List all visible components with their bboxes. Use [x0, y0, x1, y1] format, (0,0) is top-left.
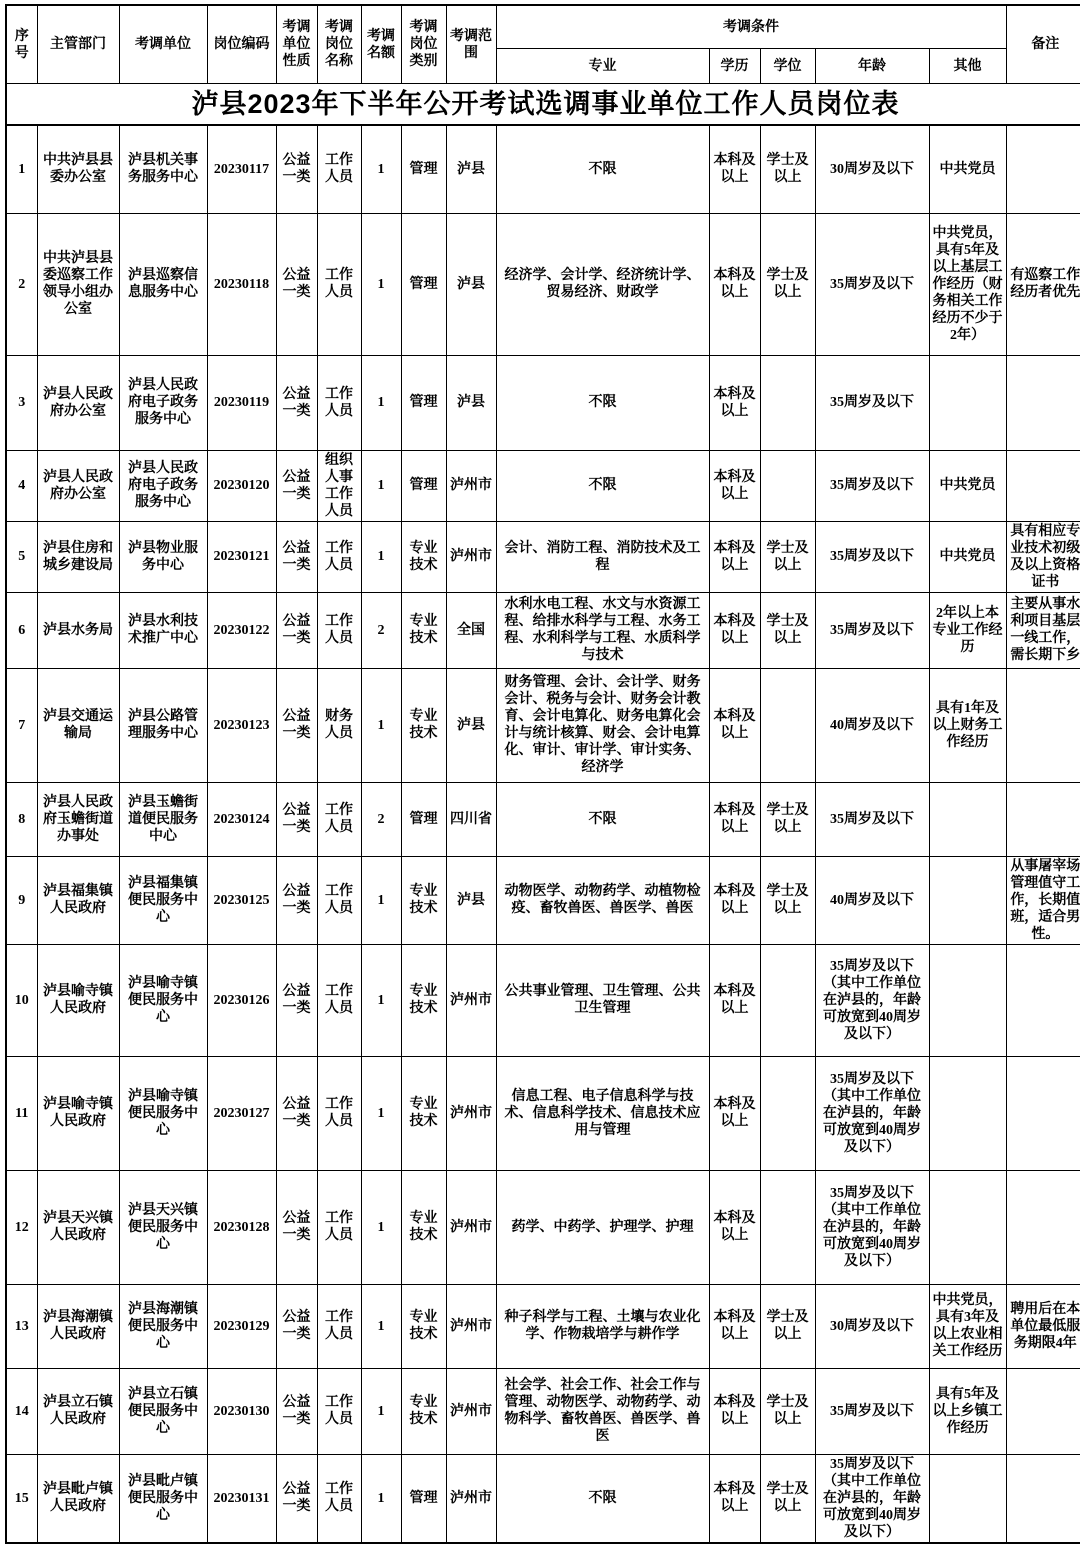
cell-degree [760, 1170, 815, 1284]
cell-dept: 泸县天兴镇人民政府 [37, 1170, 119, 1284]
cell-education: 本科及以上 [709, 668, 760, 782]
cell-post: 工作人员 [317, 1056, 361, 1170]
cell-major: 会计、消防工程、消防技术及工程 [496, 521, 709, 592]
col-header-major: 专业 [496, 49, 709, 84]
cell-education: 本科及以上 [709, 1454, 760, 1543]
cell-major: 信息工程、电子信息科学与技术、信息科学技术、信息技术应用与管理 [496, 1056, 709, 1170]
cell-degree: 学士及以上 [760, 213, 815, 355]
cell-quota: 1 [361, 125, 401, 213]
cell-quota: 2 [361, 782, 401, 856]
cell-remark [1006, 1056, 1080, 1170]
cell-remark [1006, 1454, 1080, 1543]
col-header-unit: 考调单位 [119, 5, 207, 84]
cell-other [929, 944, 1006, 1056]
cell-unit: 泸县喻寺镇便民服务中心 [119, 944, 207, 1056]
cell-age: 35周岁及以下（其中工作单位在泸县的，年龄可放宽到40周岁及以下） [815, 1056, 929, 1170]
cell-other [929, 1056, 1006, 1170]
cell-education: 本科及以上 [709, 1170, 760, 1284]
cell-age: 35周岁及以下（其中工作单位在泸县的，年龄可放宽到40周岁及以下） [815, 944, 929, 1056]
cell-dept: 泸县交通运输局 [37, 668, 119, 782]
cell-remark [1006, 355, 1080, 450]
cell-age: 30周岁及以下 [815, 125, 929, 213]
cell-dept: 泸县立石镇人民政府 [37, 1368, 119, 1454]
cell-post: 工作人员 [317, 944, 361, 1056]
cell-no: 11 [6, 1056, 37, 1170]
cell-remark [1006, 1170, 1080, 1284]
col-header-no: 序号 [6, 5, 37, 84]
cell-code: 20230127 [207, 1056, 276, 1170]
cell-code: 20230117 [207, 125, 276, 213]
cell-quota: 1 [361, 521, 401, 592]
cell-dept: 泸县喻寺镇人民政府 [37, 1056, 119, 1170]
page-title: 泸县2023年下半年公开考试选调事业单位工作人员岗位表 [6, 84, 1080, 126]
cell-degree: 学士及以上 [760, 1284, 815, 1368]
cell-other: 中共党员 [929, 521, 1006, 592]
cell-code: 20230123 [207, 668, 276, 782]
cell-nature: 公益一类 [276, 592, 317, 668]
col-header-other: 其他 [929, 49, 1006, 84]
col-header-education: 学历 [709, 49, 760, 84]
cell-dept: 中共泸县县委巡察工作领导小组办公室 [37, 213, 119, 355]
cell-category: 管理 [401, 450, 446, 521]
cell-degree: 学士及以上 [760, 782, 815, 856]
cell-quota: 1 [361, 1170, 401, 1284]
cell-code: 20230122 [207, 592, 276, 668]
cell-post: 财务人员 [317, 668, 361, 782]
cell-no: 1 [6, 125, 37, 213]
cell-code: 20230125 [207, 856, 276, 944]
cell-quota: 2 [361, 592, 401, 668]
table-row [6, 782, 1080, 856]
cell-post: 工作人员 [317, 1368, 361, 1454]
cell-other: 中共党员，具有3年及以上农业相关工作经历 [929, 1284, 1006, 1368]
cell-dept: 泸县人民政府办公室 [37, 450, 119, 521]
cell-education: 本科及以上 [709, 213, 760, 355]
cell-no: 3 [6, 355, 37, 450]
cell-age: 35周岁及以下 [815, 521, 929, 592]
cell-other [929, 782, 1006, 856]
cell-quota: 1 [361, 213, 401, 355]
cell-nature: 公益一类 [276, 944, 317, 1056]
cell-nature: 公益一类 [276, 1368, 317, 1454]
cell-scope: 泸州市 [446, 521, 496, 592]
cell-major: 水利水电工程、水文与水资源工程、给排水科学与工程、水务工程、水利科学与工程、水质科学与技术 [496, 592, 709, 668]
cell-no: 9 [6, 856, 37, 944]
table-row [6, 944, 1080, 1056]
cell-scope: 泸州市 [446, 1284, 496, 1368]
cell-remark [1006, 125, 1080, 213]
cell-scope: 泸州市 [446, 450, 496, 521]
cell-scope: 四川省 [446, 782, 496, 856]
cell-remark: 从事屠宰场管理值守工作，长期值班，适合男性。 [1006, 856, 1080, 944]
cell-unit: 泸县福集镇便民服务中心 [119, 856, 207, 944]
cell-major: 不限 [496, 355, 709, 450]
cell-remark [1006, 944, 1080, 1056]
cell-age: 35周岁及以下 [815, 782, 929, 856]
cell-scope: 泸州市 [446, 1170, 496, 1284]
cell-major: 药学、中药学、护理学、护理 [496, 1170, 709, 1284]
cell-code: 20230118 [207, 213, 276, 355]
cell-post: 工作人员 [317, 782, 361, 856]
position-table-sheet [5, 4, 1080, 1544]
cell-quota: 1 [361, 668, 401, 782]
cell-code: 20230131 [207, 1454, 276, 1543]
cell-post: 工作人员 [317, 1454, 361, 1543]
cell-other [929, 856, 1006, 944]
cell-category: 管理 [401, 213, 446, 355]
cell-unit: 泸县天兴镇便民服务中心 [119, 1170, 207, 1284]
cell-other [929, 1170, 1006, 1284]
cell-age: 40周岁及以下 [815, 668, 929, 782]
cell-unit: 泸县毗卢镇便民服务中心 [119, 1454, 207, 1543]
col-header-conditions-group: 考调条件 [496, 5, 1006, 49]
cell-quota: 1 [361, 1056, 401, 1170]
cell-major: 不限 [496, 125, 709, 213]
cell-code: 20230129 [207, 1284, 276, 1368]
cell-category: 管理 [401, 1454, 446, 1543]
cell-education: 本科及以上 [709, 521, 760, 592]
cell-remark: 有巡察工作经历者优先 [1006, 213, 1080, 355]
cell-degree: 学士及以上 [760, 1368, 815, 1454]
cell-remark [1006, 668, 1080, 782]
col-header-post: 考调岗位名称 [317, 5, 361, 84]
cell-unit: 泸县机关事务服务中心 [119, 125, 207, 213]
cell-no: 15 [6, 1454, 37, 1543]
cell-category: 专业技术 [401, 592, 446, 668]
cell-code: 20230121 [207, 521, 276, 592]
cell-category: 管理 [401, 355, 446, 450]
table-row [6, 213, 1080, 355]
cell-unit: 泸县玉蟾街道便民服务中心 [119, 782, 207, 856]
cell-nature: 公益一类 [276, 213, 317, 355]
cell-major: 社会学、社会工作、社会工作与管理、动物医学、动物药学、动物科学、畜牧兽医、兽医学、兽医 [496, 1368, 709, 1454]
cell-code: 20230130 [207, 1368, 276, 1454]
cell-age: 35周岁及以下 [815, 1368, 929, 1454]
table-row [6, 355, 1080, 450]
cell-nature: 公益一类 [276, 521, 317, 592]
cell-dept: 泸县住房和城乡建设局 [37, 521, 119, 592]
cell-category: 专业技术 [401, 1284, 446, 1368]
cell-unit: 泸县人民政府电子政务服务中心 [119, 450, 207, 521]
cell-quota: 1 [361, 1284, 401, 1368]
cell-category: 专业技术 [401, 856, 446, 944]
table-row [6, 1284, 1080, 1368]
cell-education: 本科及以上 [709, 1368, 760, 1454]
cell-no: 10 [6, 944, 37, 1056]
cell-other: 中共党员，具有5年及以上基层工作经历（财务相关工作经历不少于2年） [929, 213, 1006, 355]
cell-age: 35周岁及以下（其中工作单位在泸县的，年龄可放宽到40周岁及以下） [815, 1454, 929, 1543]
cell-quota: 1 [361, 355, 401, 450]
cell-scope: 泸州市 [446, 1056, 496, 1170]
cell-education: 本科及以上 [709, 1056, 760, 1170]
cell-degree [760, 668, 815, 782]
cell-dept: 泸县海潮镇人民政府 [37, 1284, 119, 1368]
cell-no: 13 [6, 1284, 37, 1368]
cell-age: 30周岁及以下 [815, 1284, 929, 1368]
table-row [6, 125, 1080, 213]
cell-scope: 泸县 [446, 668, 496, 782]
cell-category: 管理 [401, 125, 446, 213]
cell-age: 35周岁及以下（其中工作单位在泸县的，年龄可放宽到40周岁及以下） [815, 1170, 929, 1284]
cell-major: 经济学、会计学、经济统计学、贸易经济、财政学 [496, 213, 709, 355]
cell-other [929, 1454, 1006, 1543]
cell-no: 4 [6, 450, 37, 521]
col-header-category: 考调岗位类别 [401, 5, 446, 84]
cell-category: 管理 [401, 782, 446, 856]
cell-degree: 学士及以上 [760, 521, 815, 592]
cell-education: 本科及以上 [709, 125, 760, 213]
cell-quota: 1 [361, 944, 401, 1056]
cell-post: 工作人员 [317, 355, 361, 450]
cell-no: 5 [6, 521, 37, 592]
cell-unit: 泸县物业服务中心 [119, 521, 207, 592]
cell-unit: 泸县立石镇便民服务中心 [119, 1368, 207, 1454]
cell-remark [1006, 1368, 1080, 1454]
cell-scope: 泸县 [446, 856, 496, 944]
cell-education: 本科及以上 [709, 856, 760, 944]
cell-dept: 泸县福集镇人民政府 [37, 856, 119, 944]
cell-major: 动物医学、动物药学、动植物检疫、畜牧兽医、兽医学、兽医 [496, 856, 709, 944]
cell-post: 工作人员 [317, 856, 361, 944]
cell-category: 专业技术 [401, 944, 446, 1056]
cell-age: 40周岁及以下 [815, 856, 929, 944]
cell-degree: 学士及以上 [760, 592, 815, 668]
cell-nature: 公益一类 [276, 125, 317, 213]
cell-education: 本科及以上 [709, 1284, 760, 1368]
cell-education: 本科及以上 [709, 355, 760, 450]
cell-scope: 泸县 [446, 213, 496, 355]
cell-code: 20230120 [207, 450, 276, 521]
cell-category: 专业技术 [401, 668, 446, 782]
cell-unit: 泸县巡察信息服务中心 [119, 213, 207, 355]
cell-quota: 1 [361, 856, 401, 944]
table-header [6, 5, 1080, 84]
table-row [6, 521, 1080, 592]
cell-dept: 泸县喻寺镇人民政府 [37, 944, 119, 1056]
cell-degree [760, 1056, 815, 1170]
cell-age: 35周岁及以下 [815, 450, 929, 521]
cell-other: 中共党员 [929, 450, 1006, 521]
cell-post: 工作人员 [317, 521, 361, 592]
cell-category: 专业技术 [401, 1368, 446, 1454]
col-header-nature: 考调单位性质 [276, 5, 317, 84]
cell-no: 6 [6, 592, 37, 668]
cell-no: 8 [6, 782, 37, 856]
cell-dept: 中共泸县县委办公室 [37, 125, 119, 213]
cell-quota: 1 [361, 450, 401, 521]
cell-category: 专业技术 [401, 1170, 446, 1284]
cell-post: 工作人员 [317, 1284, 361, 1368]
cell-nature: 公益一类 [276, 450, 317, 521]
col-header-degree: 学位 [760, 49, 815, 84]
cell-education: 本科及以上 [709, 782, 760, 856]
cell-major: 不限 [496, 782, 709, 856]
cell-major: 种子科学与工程、土壤与农业化学、作物栽培学与耕作学 [496, 1284, 709, 1368]
cell-nature: 公益一类 [276, 1056, 317, 1170]
cell-unit: 泸县人民政府电子政务服务中心 [119, 355, 207, 450]
cell-other: 2年以上本专业工作经历 [929, 592, 1006, 668]
col-header-dept: 主管部门 [37, 5, 119, 84]
cell-degree [760, 355, 815, 450]
cell-nature: 公益一类 [276, 1284, 317, 1368]
title-row [6, 84, 1080, 126]
cell-no: 12 [6, 1170, 37, 1284]
table-body [6, 125, 1080, 1543]
col-header-age: 年龄 [815, 49, 929, 84]
col-header-quota: 考调名额 [361, 5, 401, 84]
cell-post: 工作人员 [317, 213, 361, 355]
cell-quota: 1 [361, 1368, 401, 1454]
cell-no: 14 [6, 1368, 37, 1454]
col-header-code: 岗位编码 [207, 5, 276, 84]
cell-remark: 具有相应专业技术初级及以上资格证书 [1006, 521, 1080, 592]
cell-post: 工作人员 [317, 125, 361, 213]
cell-scope: 泸州市 [446, 944, 496, 1056]
cell-nature: 公益一类 [276, 782, 317, 856]
cell-scope: 全国 [446, 592, 496, 668]
cell-unit: 泸县公路管理服务中心 [119, 668, 207, 782]
cell-scope: 泸县 [446, 125, 496, 213]
cell-post: 组织人事工作人员 [317, 450, 361, 521]
cell-nature: 公益一类 [276, 856, 317, 944]
cell-scope: 泸县 [446, 355, 496, 450]
table-row [6, 1056, 1080, 1170]
cell-unit: 泸县喻寺镇便民服务中心 [119, 1056, 207, 1170]
cell-dept: 泸县毗卢镇人民政府 [37, 1454, 119, 1543]
cell-other: 具有1年及以上财务工作经历 [929, 668, 1006, 782]
cell-other [929, 355, 1006, 450]
cell-no: 7 [6, 668, 37, 782]
table-row [6, 856, 1080, 944]
cell-education: 本科及以上 [709, 592, 760, 668]
cell-quota: 1 [361, 1454, 401, 1543]
table-row [6, 1368, 1080, 1454]
cell-degree [760, 450, 815, 521]
cell-age: 35周岁及以下 [815, 355, 929, 450]
cell-scope: 泸州市 [446, 1454, 496, 1543]
cell-dept: 泸县人民政府办公室 [37, 355, 119, 450]
cell-dept: 泸县人民政府玉蟾街道办事处 [37, 782, 119, 856]
cell-other: 具有5年及以上乡镇工作经历 [929, 1368, 1006, 1454]
cell-code: 20230128 [207, 1170, 276, 1284]
table-row [6, 1454, 1080, 1543]
cell-degree: 学士及以上 [760, 125, 815, 213]
cell-post: 工作人员 [317, 1170, 361, 1284]
position-table [5, 4, 1080, 1544]
table-row [6, 450, 1080, 521]
table-row [6, 1170, 1080, 1284]
cell-category: 专业技术 [401, 521, 446, 592]
cell-age: 35周岁及以下 [815, 592, 929, 668]
cell-remark: 主要从事水利项目基层一线工作，需长期下乡 [1006, 592, 1080, 668]
col-header-remark: 备注 [1006, 5, 1080, 84]
cell-major: 不限 [496, 1454, 709, 1543]
cell-nature: 公益一类 [276, 1170, 317, 1284]
cell-other: 中共党员 [929, 125, 1006, 213]
cell-education: 本科及以上 [709, 944, 760, 1056]
cell-post: 工作人员 [317, 592, 361, 668]
cell-remark [1006, 450, 1080, 521]
cell-no: 2 [6, 213, 37, 355]
cell-scope: 泸州市 [446, 1368, 496, 1454]
cell-major: 不限 [496, 450, 709, 521]
cell-major: 公共事业管理、卫生管理、公共卫生管理 [496, 944, 709, 1056]
cell-remark [1006, 782, 1080, 856]
cell-code: 20230124 [207, 782, 276, 856]
cell-nature: 公益一类 [276, 1454, 317, 1543]
table-row [6, 592, 1080, 668]
cell-code: 20230126 [207, 944, 276, 1056]
cell-education: 本科及以上 [709, 450, 760, 521]
cell-degree: 学士及以上 [760, 856, 815, 944]
col-header-scope: 考调范围 [446, 5, 496, 84]
cell-age: 35周岁及以下 [815, 213, 929, 355]
cell-dept: 泸县水务局 [37, 592, 119, 668]
table-row [6, 668, 1080, 782]
cell-remark: 聘用后在本单位最低服务期限4年 [1006, 1284, 1080, 1368]
cell-nature: 公益一类 [276, 355, 317, 450]
cell-major: 财务管理、会计、会计学、财务会计、税务与会计、财务会计教育、会计电算化、财务电算化会计与统计核算、财会、会计电算化、审计、审计学、审计实务、经济学 [496, 668, 709, 782]
cell-degree: 学士及以上 [760, 1454, 815, 1543]
cell-category: 专业技术 [401, 1056, 446, 1170]
cell-degree [760, 944, 815, 1056]
cell-code: 20230119 [207, 355, 276, 450]
cell-nature: 公益一类 [276, 668, 317, 782]
cell-unit: 泸县海潮镇便民服务中心 [119, 1284, 207, 1368]
cell-unit: 泸县水利技术推广中心 [119, 592, 207, 668]
